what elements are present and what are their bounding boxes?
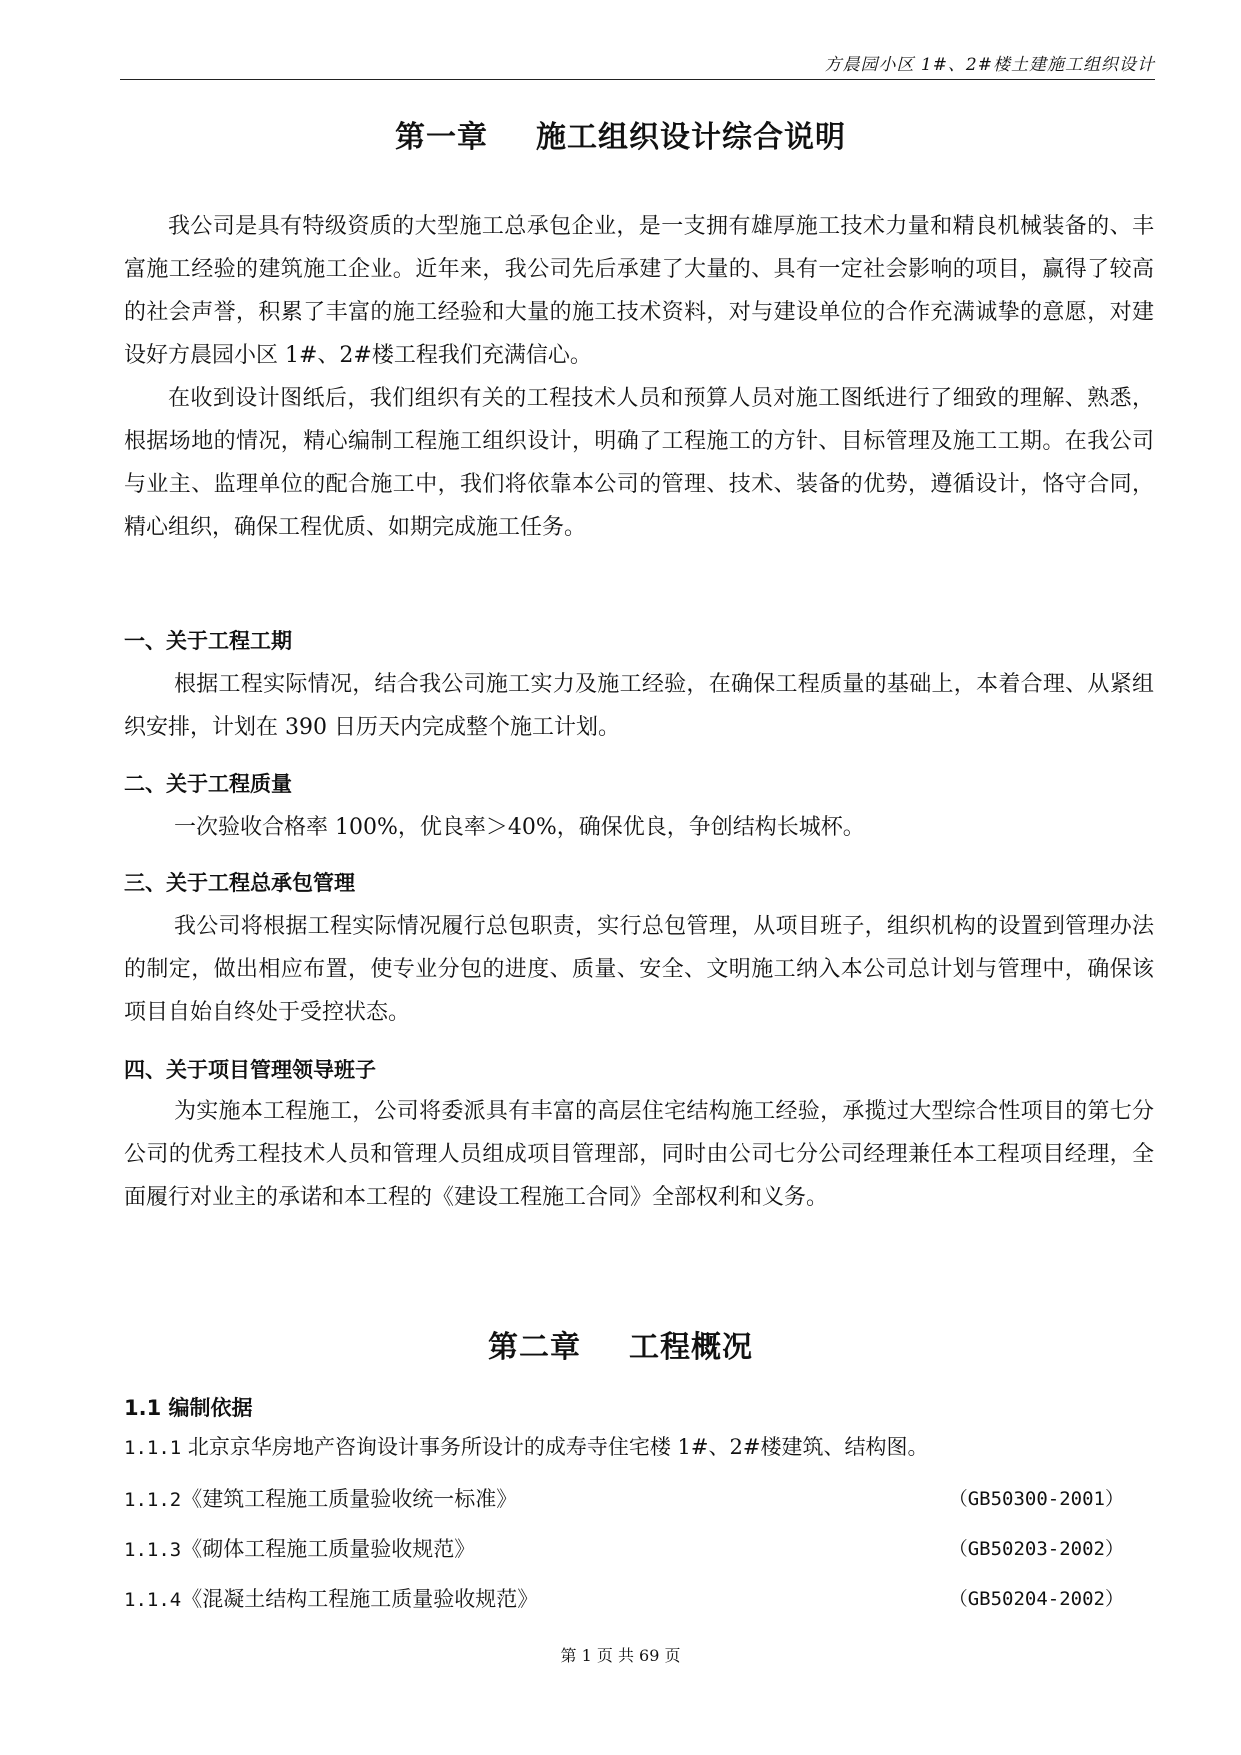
reference-title: 《建筑工程施工质量验收统一标准》 (181, 1487, 518, 1511)
reference-item (124, 1432, 1124, 1462)
page-footer: 第 1 页 共 69 页 (560, 1646, 681, 1665)
reference-standard-code: （GB50204-2002） (948, 1588, 1124, 1610)
chapter-2-number: 第二章 (488, 1330, 581, 1365)
reference-standard-code: （GB50203-2002） (948, 1538, 1124, 1560)
section-heading-management: 三、关于工程总承包管理 (124, 871, 355, 895)
reference-item (124, 1584, 1124, 1614)
reference-title: 北京京华房地产咨询设计事务所设计的成寿寺住宅楼 1#、2#楼建筑、结构图。 (181, 1435, 929, 1459)
header-title: 方晨园小区 1#、2#楼土建施工组织设计 (824, 55, 1155, 75)
section-body-leadership: 为实施本工程施工，公司将委派具有丰富的高层住宅结构施工经验，承揽过大型综合性项目的第七分公司的优秀工程技术人员和管理人员组成项目管理部，同时由公司七分公司经理兼任本工程项目经理，全面履行对业主的承诺和本工程的《建设工程施工合同》全部权利和义务。 (124, 1099, 1154, 1210)
reference-title: 《砌体工程施工质量验收规范》 (181, 1537, 476, 1561)
section-heading-leadership: 四、关于项目管理领导班子 (124, 1058, 376, 1082)
reference-number: 1.1.1 (124, 1437, 182, 1459)
section-heading-basis: 1.1 编制依据 (124, 1396, 253, 1420)
chapter-1-number: 第一章 (395, 120, 488, 155)
reference-number: 1.1.4 (124, 1589, 182, 1611)
reference-number: 1.1.2 (124, 1489, 182, 1511)
chapter-2-title (0, 1322, 1241, 1366)
chapter-2-name: 工程概况 (629, 1330, 753, 1365)
intro-paragraph-1: 我公司是具有特级资质的大型施工总承包企业，是一支拥有雄厚施工技术力量和精良机械装备的、丰富施工经验的建筑施工企业。近年来，我公司先后承建了大量的、具有一定社会影响的项目，赢得了较高的社会声誉，积累了丰富的施工经验和大量的施工技术资料，对与建设单位的合作充满诚挚的意愿，对建设好方晨园小区 1#、2#楼工程我们充满信心。 (124, 214, 1154, 368)
chapter-1-name: 施工组织设计综合说明 (536, 120, 846, 155)
reference-item (124, 1484, 1124, 1514)
reference-standard-code: （GB50300-2001） (948, 1488, 1124, 1510)
reference-item (124, 1534, 1124, 1564)
chapter-1-title (0, 112, 1241, 156)
reference-number: 1.1.3 (124, 1539, 182, 1561)
reference-title: 《混凝土结构工程施工质量验收规范》 (181, 1587, 539, 1611)
section-heading-schedule: 一、关于工程工期 (124, 629, 292, 653)
intro-paragraph-2: 在收到设计图纸后，我们组织有关的工程技术人员和预算人员对施工图纸进行了细致的理解、熟悉，根据场地的情况，精心编制工程施工组织设计，明确了工程施工的方针、目标管理及施工工期。在我公司与业主、监理单位的配合施工中，我们将依靠本公司的管理、技术、装备的优势，遵循设计，恪守合同，精心组织，确保工程优质、如期完成施工任务。 (124, 386, 1154, 540)
section-body-schedule: 根据工程实际情况，结合我公司施工实力及施工经验，在确保工程质量的基础上，本着合理、从紧组织安排，计划在 390 日历天内完成整个施工计划。 (124, 672, 1154, 740)
section-body-quality: 一次验收合格率 100%，优良率＞40%，确保优良，争创结构长城杯。 (174, 815, 865, 840)
header-rule (120, 79, 1155, 80)
section-heading-quality: 二、关于工程质量 (124, 772, 292, 796)
section-body-management: 我公司将根据工程实际情况履行总包职责，实行总包管理，从项目班子，组织机构的设置到管理办法的制定，做出相应布置，使专业分包的进度、质量、安全、文明施工纳入本公司总计划与管理中，确保该项目自始自终处于受控状态。 (124, 914, 1154, 1025)
